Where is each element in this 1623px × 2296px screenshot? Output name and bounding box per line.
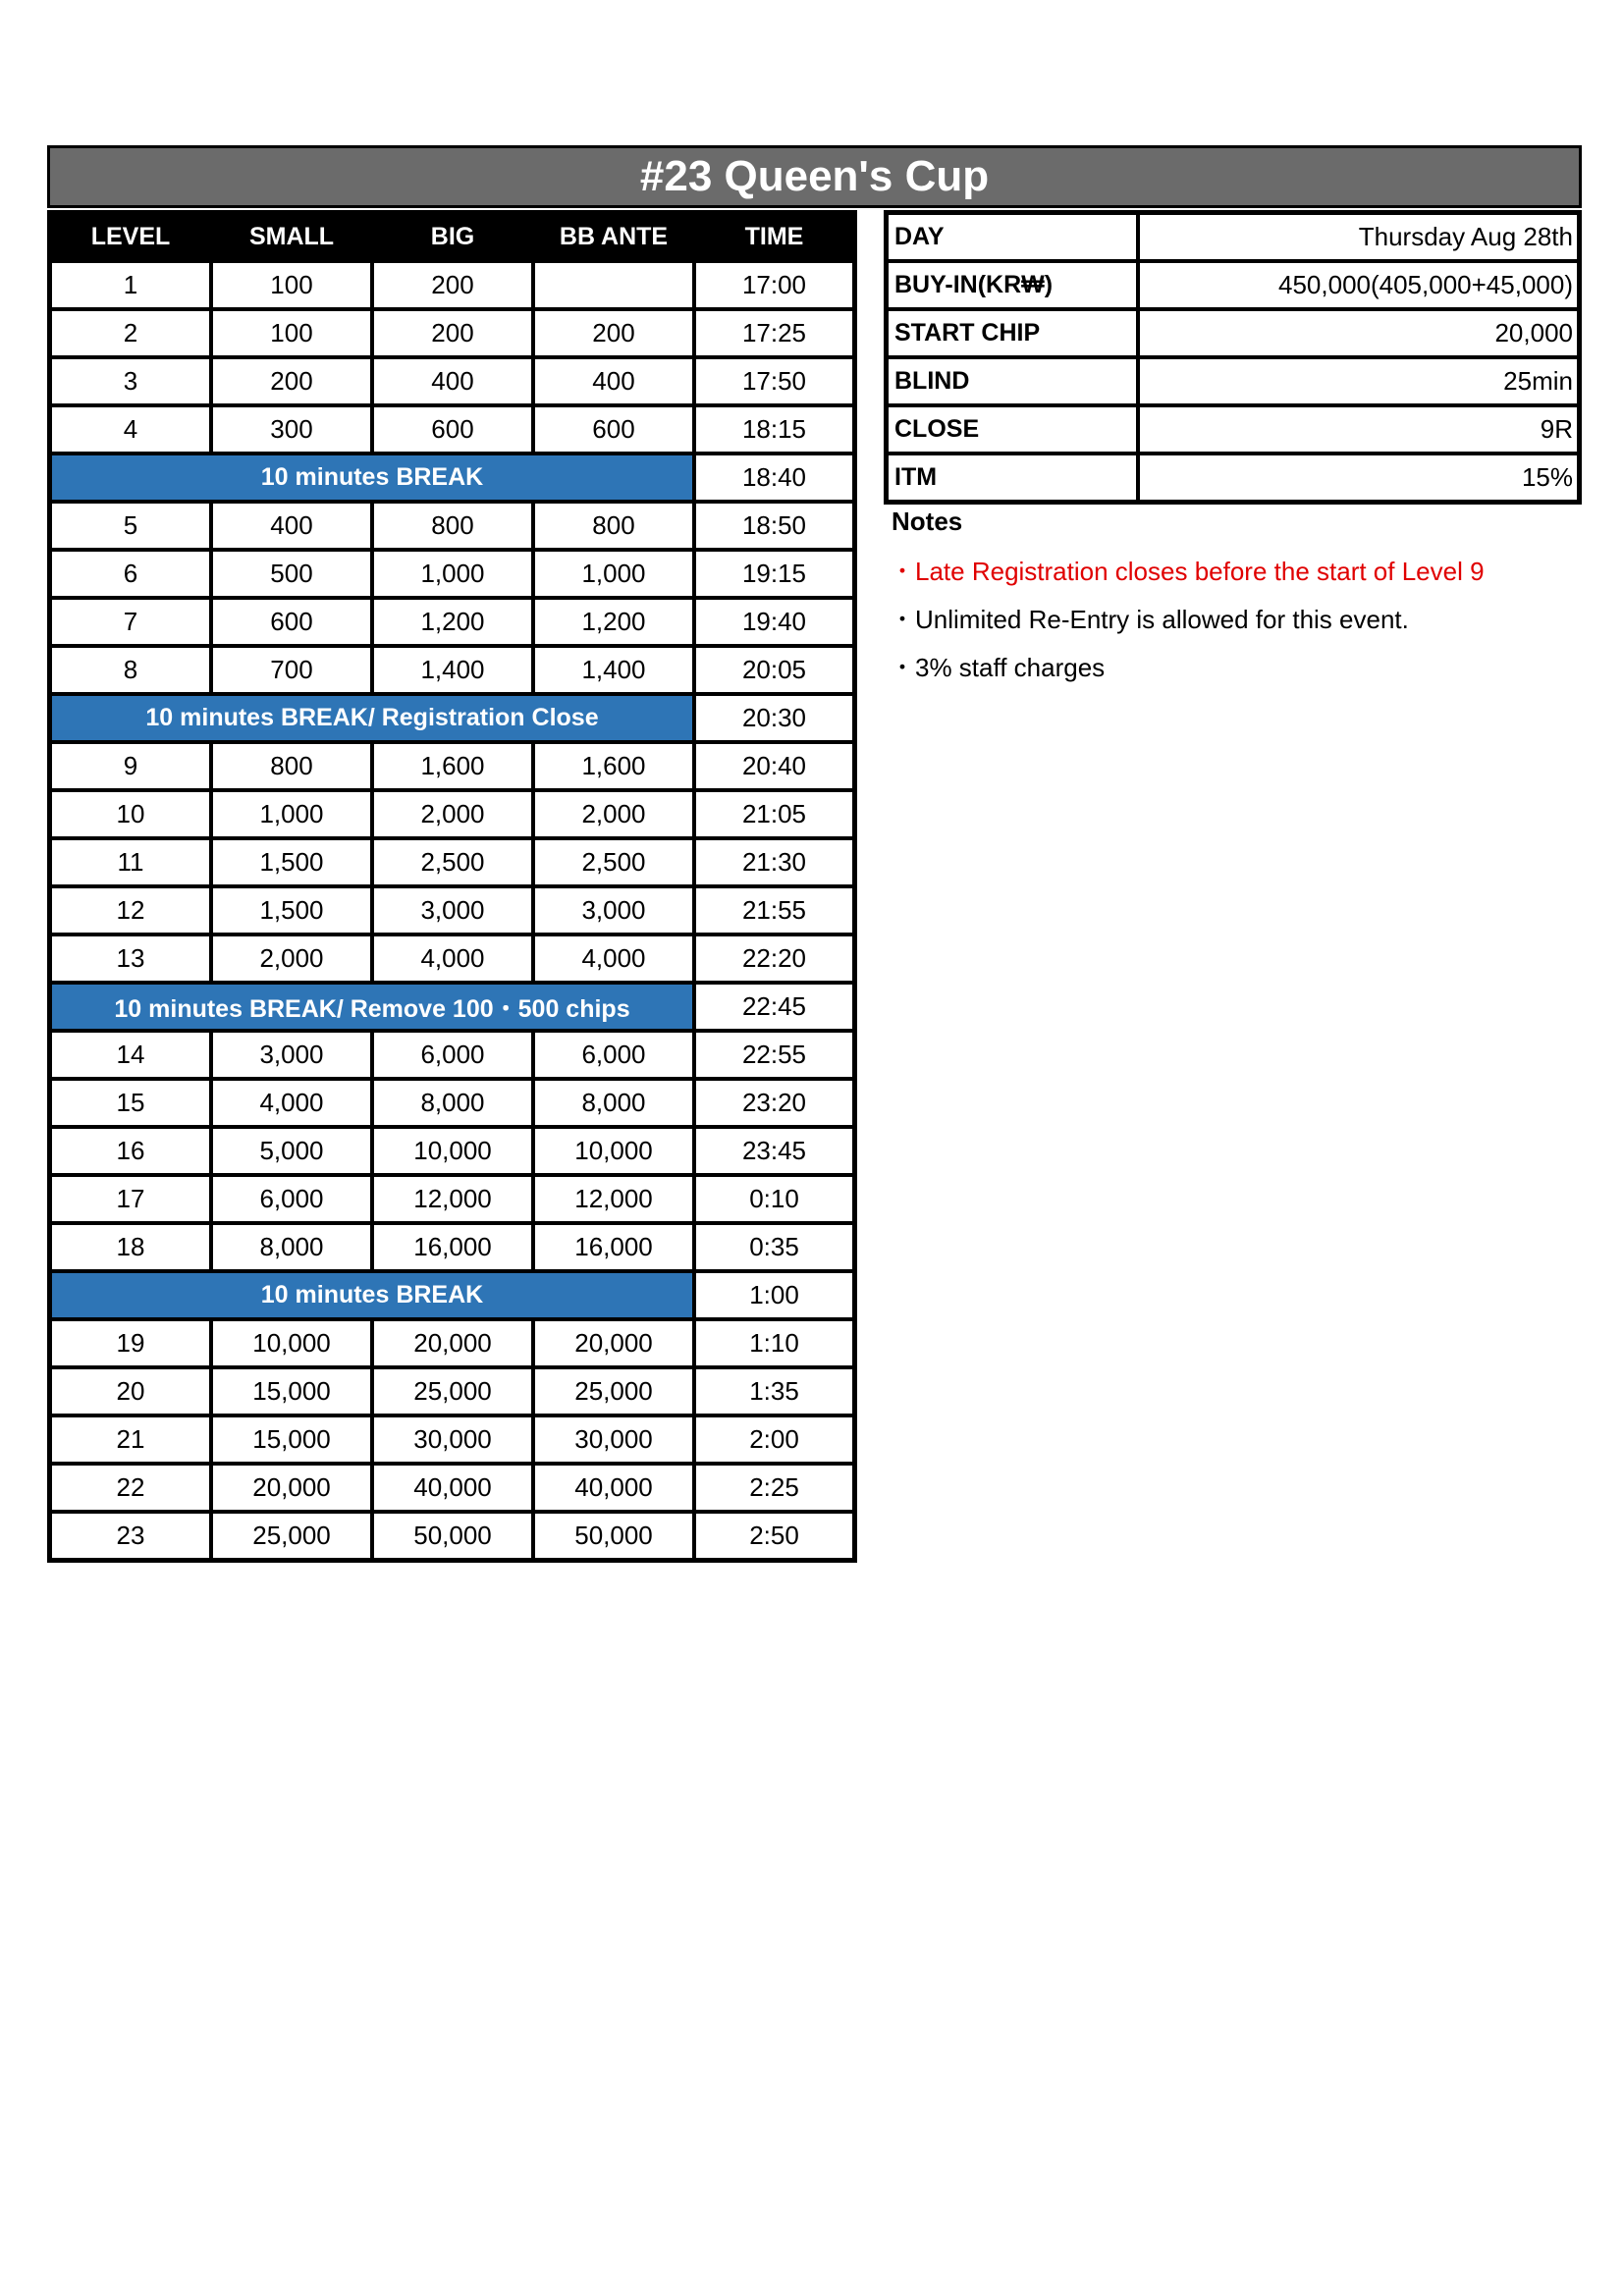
break-label: 10 minutes BREAK/ Remove 100・500 chips (50, 983, 694, 1031)
table-cell: 6 (50, 550, 211, 598)
table-row (50, 1415, 854, 1464)
table-cell: 23:45 (694, 1127, 854, 1175)
table-cell: 2:50 (694, 1512, 854, 1560)
info-row (887, 357, 1579, 405)
info-key: BLIND (887, 357, 1138, 405)
break-label: 10 minutes BREAK (50, 454, 694, 502)
table-cell: 13 (50, 934, 211, 983)
table-cell: 19:15 (694, 550, 854, 598)
table-cell: 400 (533, 357, 694, 405)
table-cell: 20,000 (372, 1319, 533, 1367)
table-cell: 15,000 (211, 1367, 372, 1415)
table-row (50, 790, 854, 838)
table-cell: 1,500 (211, 838, 372, 886)
table-cell: 23 (50, 1512, 211, 1560)
table-cell: 1,600 (533, 742, 694, 790)
table-cell: 40,000 (533, 1464, 694, 1512)
table-cell: 21:30 (694, 838, 854, 886)
table-cell: 15 (50, 1079, 211, 1127)
table-cell: 200 (211, 357, 372, 405)
table-row (50, 646, 854, 694)
table-row (50, 1223, 854, 1271)
table-cell: 1,000 (372, 550, 533, 598)
table-cell: 15,000 (211, 1415, 372, 1464)
table-cell: 4,000 (533, 934, 694, 983)
table-cell: 5 (50, 502, 211, 550)
table-cell: 2,500 (372, 838, 533, 886)
info-key: CLOSE (887, 405, 1138, 454)
table-cell: 22:55 (694, 1031, 854, 1079)
table-cell: 18:15 (694, 405, 854, 454)
table-header-row (50, 213, 854, 261)
note-item: ・Late Registration closes before the start of Level 9 (890, 557, 1485, 586)
notes-list (890, 552, 1485, 696)
table-cell: 700 (211, 646, 372, 694)
info-value: 25min (1138, 357, 1579, 405)
table-cell: 8,000 (372, 1079, 533, 1127)
info-key: START CHIP (887, 309, 1138, 357)
info-key: BUY-IN(KR₩) (887, 261, 1138, 309)
table-cell: 800 (211, 742, 372, 790)
break-label: 10 minutes BREAK (50, 1271, 694, 1319)
table-cell: 800 (372, 502, 533, 550)
table-cell: 200 (372, 309, 533, 357)
break-row (50, 694, 854, 742)
table-cell: 30,000 (533, 1415, 694, 1464)
table-cell: 17:00 (694, 261, 854, 309)
table-row (50, 1031, 854, 1079)
table-cell: 1,200 (533, 598, 694, 646)
table-cell: 1,500 (211, 886, 372, 934)
table-cell: 600 (211, 598, 372, 646)
break-row (50, 454, 854, 502)
table-cell: 1,000 (211, 790, 372, 838)
table-cell: 3 (50, 357, 211, 405)
table-cell: 10,000 (372, 1127, 533, 1175)
table-cell: 21:55 (694, 886, 854, 934)
notes-title: Notes (892, 507, 963, 536)
table-cell: 2,500 (533, 838, 694, 886)
table-cell: 23:20 (694, 1079, 854, 1127)
table-row (50, 502, 854, 550)
table-cell: 25,000 (533, 1367, 694, 1415)
table-cell: 0:35 (694, 1223, 854, 1271)
table-cell: 8,000 (533, 1079, 694, 1127)
table-cell: 21 (50, 1415, 211, 1464)
table-row (50, 886, 854, 934)
table-cell: 17 (50, 1175, 211, 1223)
table-cell: 4,000 (211, 1079, 372, 1127)
table-row (50, 1079, 854, 1127)
column-header: TIME (694, 213, 854, 261)
table-cell: 50,000 (372, 1512, 533, 1560)
table-cell: 3,000 (533, 886, 694, 934)
break-time: 1:00 (694, 1271, 854, 1319)
table-cell: 1,000 (533, 550, 694, 598)
info-value: 20,000 (1138, 309, 1579, 357)
table-cell: 16 (50, 1127, 211, 1175)
table-cell: 14 (50, 1031, 211, 1079)
table-cell: 17:50 (694, 357, 854, 405)
info-value: 9R (1138, 405, 1579, 454)
table-cell (533, 261, 694, 309)
table-cell: 200 (533, 309, 694, 357)
info-value: 15% (1138, 454, 1579, 502)
table-cell: 10 (50, 790, 211, 838)
table-cell: 19 (50, 1319, 211, 1367)
blind-structure-table (47, 210, 857, 1563)
table-cell: 40,000 (372, 1464, 533, 1512)
table-row (50, 1464, 854, 1512)
table-cell: 50,000 (533, 1512, 694, 1560)
info-row (887, 309, 1579, 357)
table-row (50, 1512, 854, 1560)
table-cell: 17:25 (694, 309, 854, 357)
table-cell: 7 (50, 598, 211, 646)
table-cell: 500 (211, 550, 372, 598)
table-cell: 5,000 (211, 1127, 372, 1175)
table-row (50, 1367, 854, 1415)
table-cell: 600 (533, 405, 694, 454)
table-row (50, 261, 854, 309)
table-cell: 8,000 (211, 1223, 372, 1271)
table-row (50, 309, 854, 357)
table-cell: 1,400 (372, 646, 533, 694)
break-row (50, 1271, 854, 1319)
table-cell: 2,000 (372, 790, 533, 838)
table-cell: 11 (50, 838, 211, 886)
table-cell: 2 (50, 309, 211, 357)
table-cell: 1,200 (372, 598, 533, 646)
table-cell: 1,600 (372, 742, 533, 790)
table-cell: 2,000 (211, 934, 372, 983)
table-row (50, 838, 854, 886)
table-cell: 25,000 (372, 1367, 533, 1415)
break-time: 18:40 (694, 454, 854, 502)
column-header: BB ANTE (533, 213, 694, 261)
table-cell: 16,000 (533, 1223, 694, 1271)
table-cell: 30,000 (372, 1415, 533, 1464)
break-label: 10 minutes BREAK/ Registration Close (50, 694, 694, 742)
table-cell: 10,000 (533, 1127, 694, 1175)
table-cell: 12,000 (372, 1175, 533, 1223)
table-cell: 400 (211, 502, 372, 550)
table-cell: 6,000 (372, 1031, 533, 1079)
page-title: #23 Queen's Cup (47, 145, 1582, 208)
break-time: 20:30 (694, 694, 854, 742)
table-cell: 22:20 (694, 934, 854, 983)
table-cell: 25,000 (211, 1512, 372, 1560)
table-cell: 600 (372, 405, 533, 454)
column-header: LEVEL (50, 213, 211, 261)
column-header: SMALL (211, 213, 372, 261)
table-cell: 20,000 (211, 1464, 372, 1512)
table-cell: 20,000 (533, 1319, 694, 1367)
table-row (50, 1127, 854, 1175)
table-row (50, 598, 854, 646)
table-cell: 0:10 (694, 1175, 854, 1223)
table-row (50, 357, 854, 405)
table-cell: 3,000 (211, 1031, 372, 1079)
table-cell: 8 (50, 646, 211, 694)
note-item: ・3% staff charges (890, 653, 1106, 682)
table-cell: 21:05 (694, 790, 854, 838)
table-cell: 2:25 (694, 1464, 854, 1512)
table-cell: 4,000 (372, 934, 533, 983)
table-cell: 16,000 (372, 1223, 533, 1271)
table-cell: 10,000 (211, 1319, 372, 1367)
table-cell: 18 (50, 1223, 211, 1271)
table-cell: 12,000 (533, 1175, 694, 1223)
info-row (887, 405, 1579, 454)
table-cell: 19:40 (694, 598, 854, 646)
table-cell: 100 (211, 309, 372, 357)
table-cell: 6,000 (211, 1175, 372, 1223)
break-row (50, 983, 854, 1031)
table-cell: 20:05 (694, 646, 854, 694)
table-cell: 200 (372, 261, 533, 309)
table-cell: 9 (50, 742, 211, 790)
table-cell: 6,000 (533, 1031, 694, 1079)
table-cell: 800 (533, 502, 694, 550)
table-cell: 22 (50, 1464, 211, 1512)
table-cell: 1:10 (694, 1319, 854, 1367)
table-row (50, 405, 854, 454)
table-cell: 20:40 (694, 742, 854, 790)
info-row (887, 213, 1579, 261)
table-cell: 100 (211, 261, 372, 309)
table-row (50, 1175, 854, 1223)
table-cell: 1,400 (533, 646, 694, 694)
info-row (887, 454, 1579, 502)
table-cell: 4 (50, 405, 211, 454)
info-row (887, 261, 1579, 309)
table-cell: 18:50 (694, 502, 854, 550)
table-cell: 12 (50, 886, 211, 934)
table-cell: 3,000 (372, 886, 533, 934)
table-cell: 20 (50, 1367, 211, 1415)
info-key: DAY (887, 213, 1138, 261)
break-time: 22:45 (694, 983, 854, 1031)
info-key: ITM (887, 454, 1138, 502)
note-item: ・Unlimited Re-Entry is allowed for this event. (890, 605, 1409, 634)
event-info-table (884, 210, 1582, 505)
table-cell: 300 (211, 405, 372, 454)
table-row (50, 742, 854, 790)
table-row (50, 934, 854, 983)
table-cell: 400 (372, 357, 533, 405)
table-cell: 2:00 (694, 1415, 854, 1464)
info-value: 450,000(405,000+45,000) (1138, 261, 1579, 309)
table-row (50, 1319, 854, 1367)
table-row (50, 550, 854, 598)
table-cell: 1 (50, 261, 211, 309)
table-cell: 2,000 (533, 790, 694, 838)
column-header: BIG (372, 213, 533, 261)
info-value: Thursday Aug 28th (1138, 213, 1579, 261)
table-cell: 1:35 (694, 1367, 854, 1415)
